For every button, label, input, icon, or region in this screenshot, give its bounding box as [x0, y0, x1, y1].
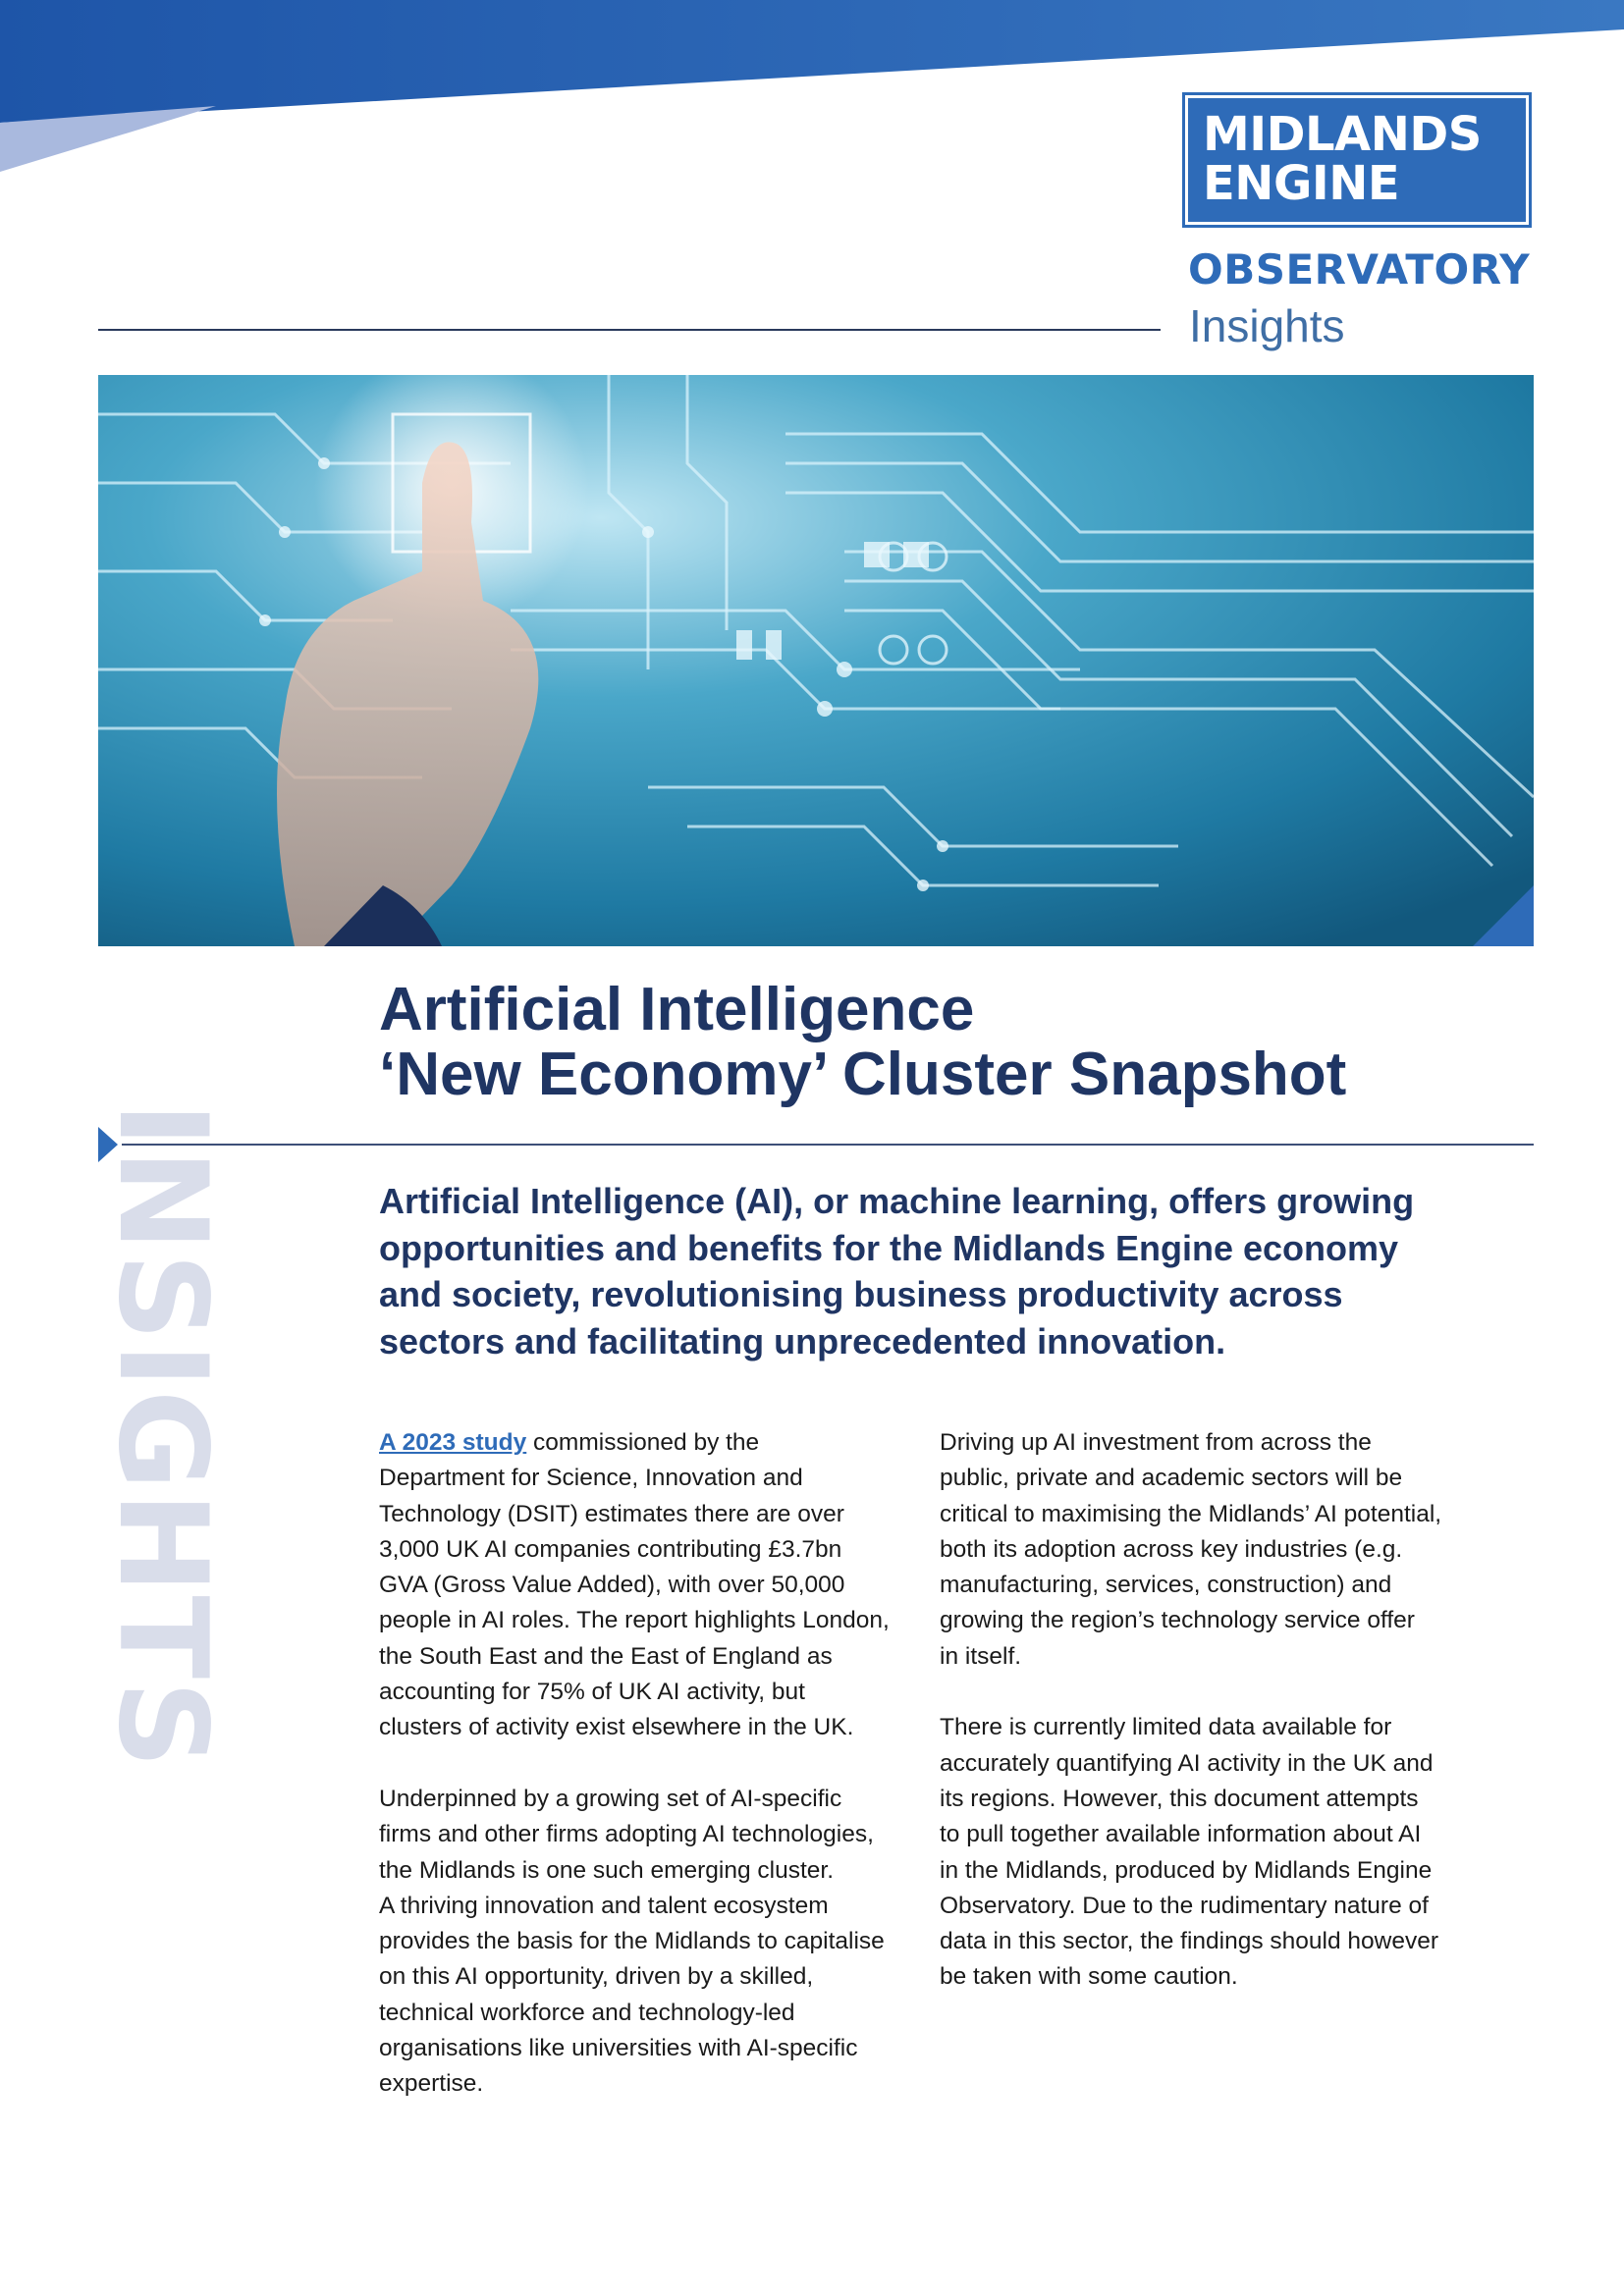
- left-p1-line: 3,000 UK AI companies contributing £3.7bn: [379, 1535, 842, 1563]
- right-p2-line: There is currently limited data available for: [940, 1714, 1392, 1741]
- left-p2-line: the Midlands is one such emerging cluster.: [379, 1856, 835, 1884]
- right-column: [940, 1425, 1489, 1996]
- right-p2-line: its regions. However, this document attempts: [940, 1785, 1419, 1812]
- left-p1-first-rest: commissioned by the: [526, 1429, 760, 1456]
- hero-circuit-image: [98, 375, 1534, 946]
- header-divider: [98, 329, 1161, 331]
- left-p2-line: Underpinned by a growing set of AI-specific: [379, 1785, 842, 1812]
- right-p2-line: to pull together available information about AI: [940, 1821, 1422, 1848]
- right-p1-line: Driving up AI investment from across the: [940, 1429, 1372, 1456]
- logo-line-1: MIDLANDS: [1203, 107, 1482, 162]
- intro-line: opportunities and benefits for the Midlands Engine economy: [379, 1227, 1399, 1268]
- left-p2-line: organisations like universities with AI-specific: [379, 2035, 858, 2062]
- paragraph-gap: [379, 1746, 909, 1782]
- title-line-2: ‘New Economy’ Cluster Snapshot: [379, 1041, 1347, 1108]
- left-column: [379, 1425, 909, 2103]
- left-p2-line: A thriving innovation and talent ecosystem: [379, 1892, 829, 1919]
- right-p2-line: data in this sector, the findings should however: [940, 1928, 1439, 1955]
- right-p1-line: public, private and academic sectors will be: [940, 1465, 1403, 1492]
- left-p2-line: technical workforce and technology-led: [379, 1999, 795, 2026]
- paragraph-gap: [940, 1675, 1489, 1710]
- right-p1-line: both its adoption across key industries (e.g.: [940, 1535, 1403, 1563]
- intro-paragraph: [379, 1178, 1415, 1364]
- left-p1-line: GVA (Gross Value Added), with over 50,000: [379, 1572, 845, 1599]
- midlands-engine-logo: [1188, 98, 1526, 222]
- left-p2-line: firms and other firms adopting AI technologies,: [379, 1821, 874, 1848]
- left-p1-line: [379, 1425, 909, 1461]
- right-p2-line: be taken with some caution.: [940, 1963, 1238, 1991]
- left-p1-line: clusters of activity exist elsewhere in the UK.: [379, 1714, 854, 1741]
- title-line-1: Artificial Intelligence: [379, 976, 975, 1043]
- vertical-insights-label: [91, 1101, 233, 1771]
- right-p1-line: in itself.: [940, 1642, 1022, 1670]
- left-p2-line: provides the basis for the Midlands to capitalise: [379, 1928, 885, 1955]
- right-p1-line: manufacturing, services, construction) and: [940, 1572, 1392, 1599]
- left-p1-line: Department for Science, Innovation and: [379, 1465, 803, 1492]
- intro-line: sectors and facilitating unprecedented innovation.: [379, 1320, 1226, 1362]
- vertical-insights-text: INSIGHTS: [91, 1101, 233, 1771]
- title-divider: [122, 1144, 1534, 1146]
- left-p2-line: expertise.: [379, 2070, 484, 2098]
- logo-line-2: ENGINE: [1203, 156, 1400, 211]
- section-label: Insights: [1189, 300, 1345, 351]
- logo-observatory: OBSERVATORY: [1188, 245, 1531, 294]
- intro-line: and society, revolutionising business productivity across: [379, 1274, 1343, 1314]
- study-link[interactable]: A 2023 study: [379, 1429, 527, 1456]
- left-p1-line: the South East and the East of England as: [379, 1642, 833, 1670]
- left-p1-line: Technology (DSIT) estimates there are over: [379, 1500, 844, 1527]
- right-p1-line: critical to maximising the Midlands’ AI potential,: [940, 1500, 1442, 1527]
- intro-line: Artificial Intelligence (AI), or machine learning, offers growing: [379, 1181, 1415, 1221]
- left-p1-line: accounting for 75% of UK AI activity, but: [379, 1679, 805, 1706]
- right-p2-line: accurately quantifying AI activity in the UK and: [940, 1749, 1434, 1777]
- page-title: [379, 978, 1508, 1107]
- right-p2-line: Observatory. Due to the rudimentary nature of: [940, 1892, 1429, 1919]
- right-p2-line: in the Midlands, produced by Midlands Engine: [940, 1856, 1433, 1884]
- right-p1-line: growing the region’s technology service offer: [940, 1607, 1415, 1634]
- left-p2-line: on this AI opportunity, driven by a skilled,: [379, 1963, 814, 1991]
- left-p1-line: people in AI roles. The report highlights London,: [379, 1607, 890, 1634]
